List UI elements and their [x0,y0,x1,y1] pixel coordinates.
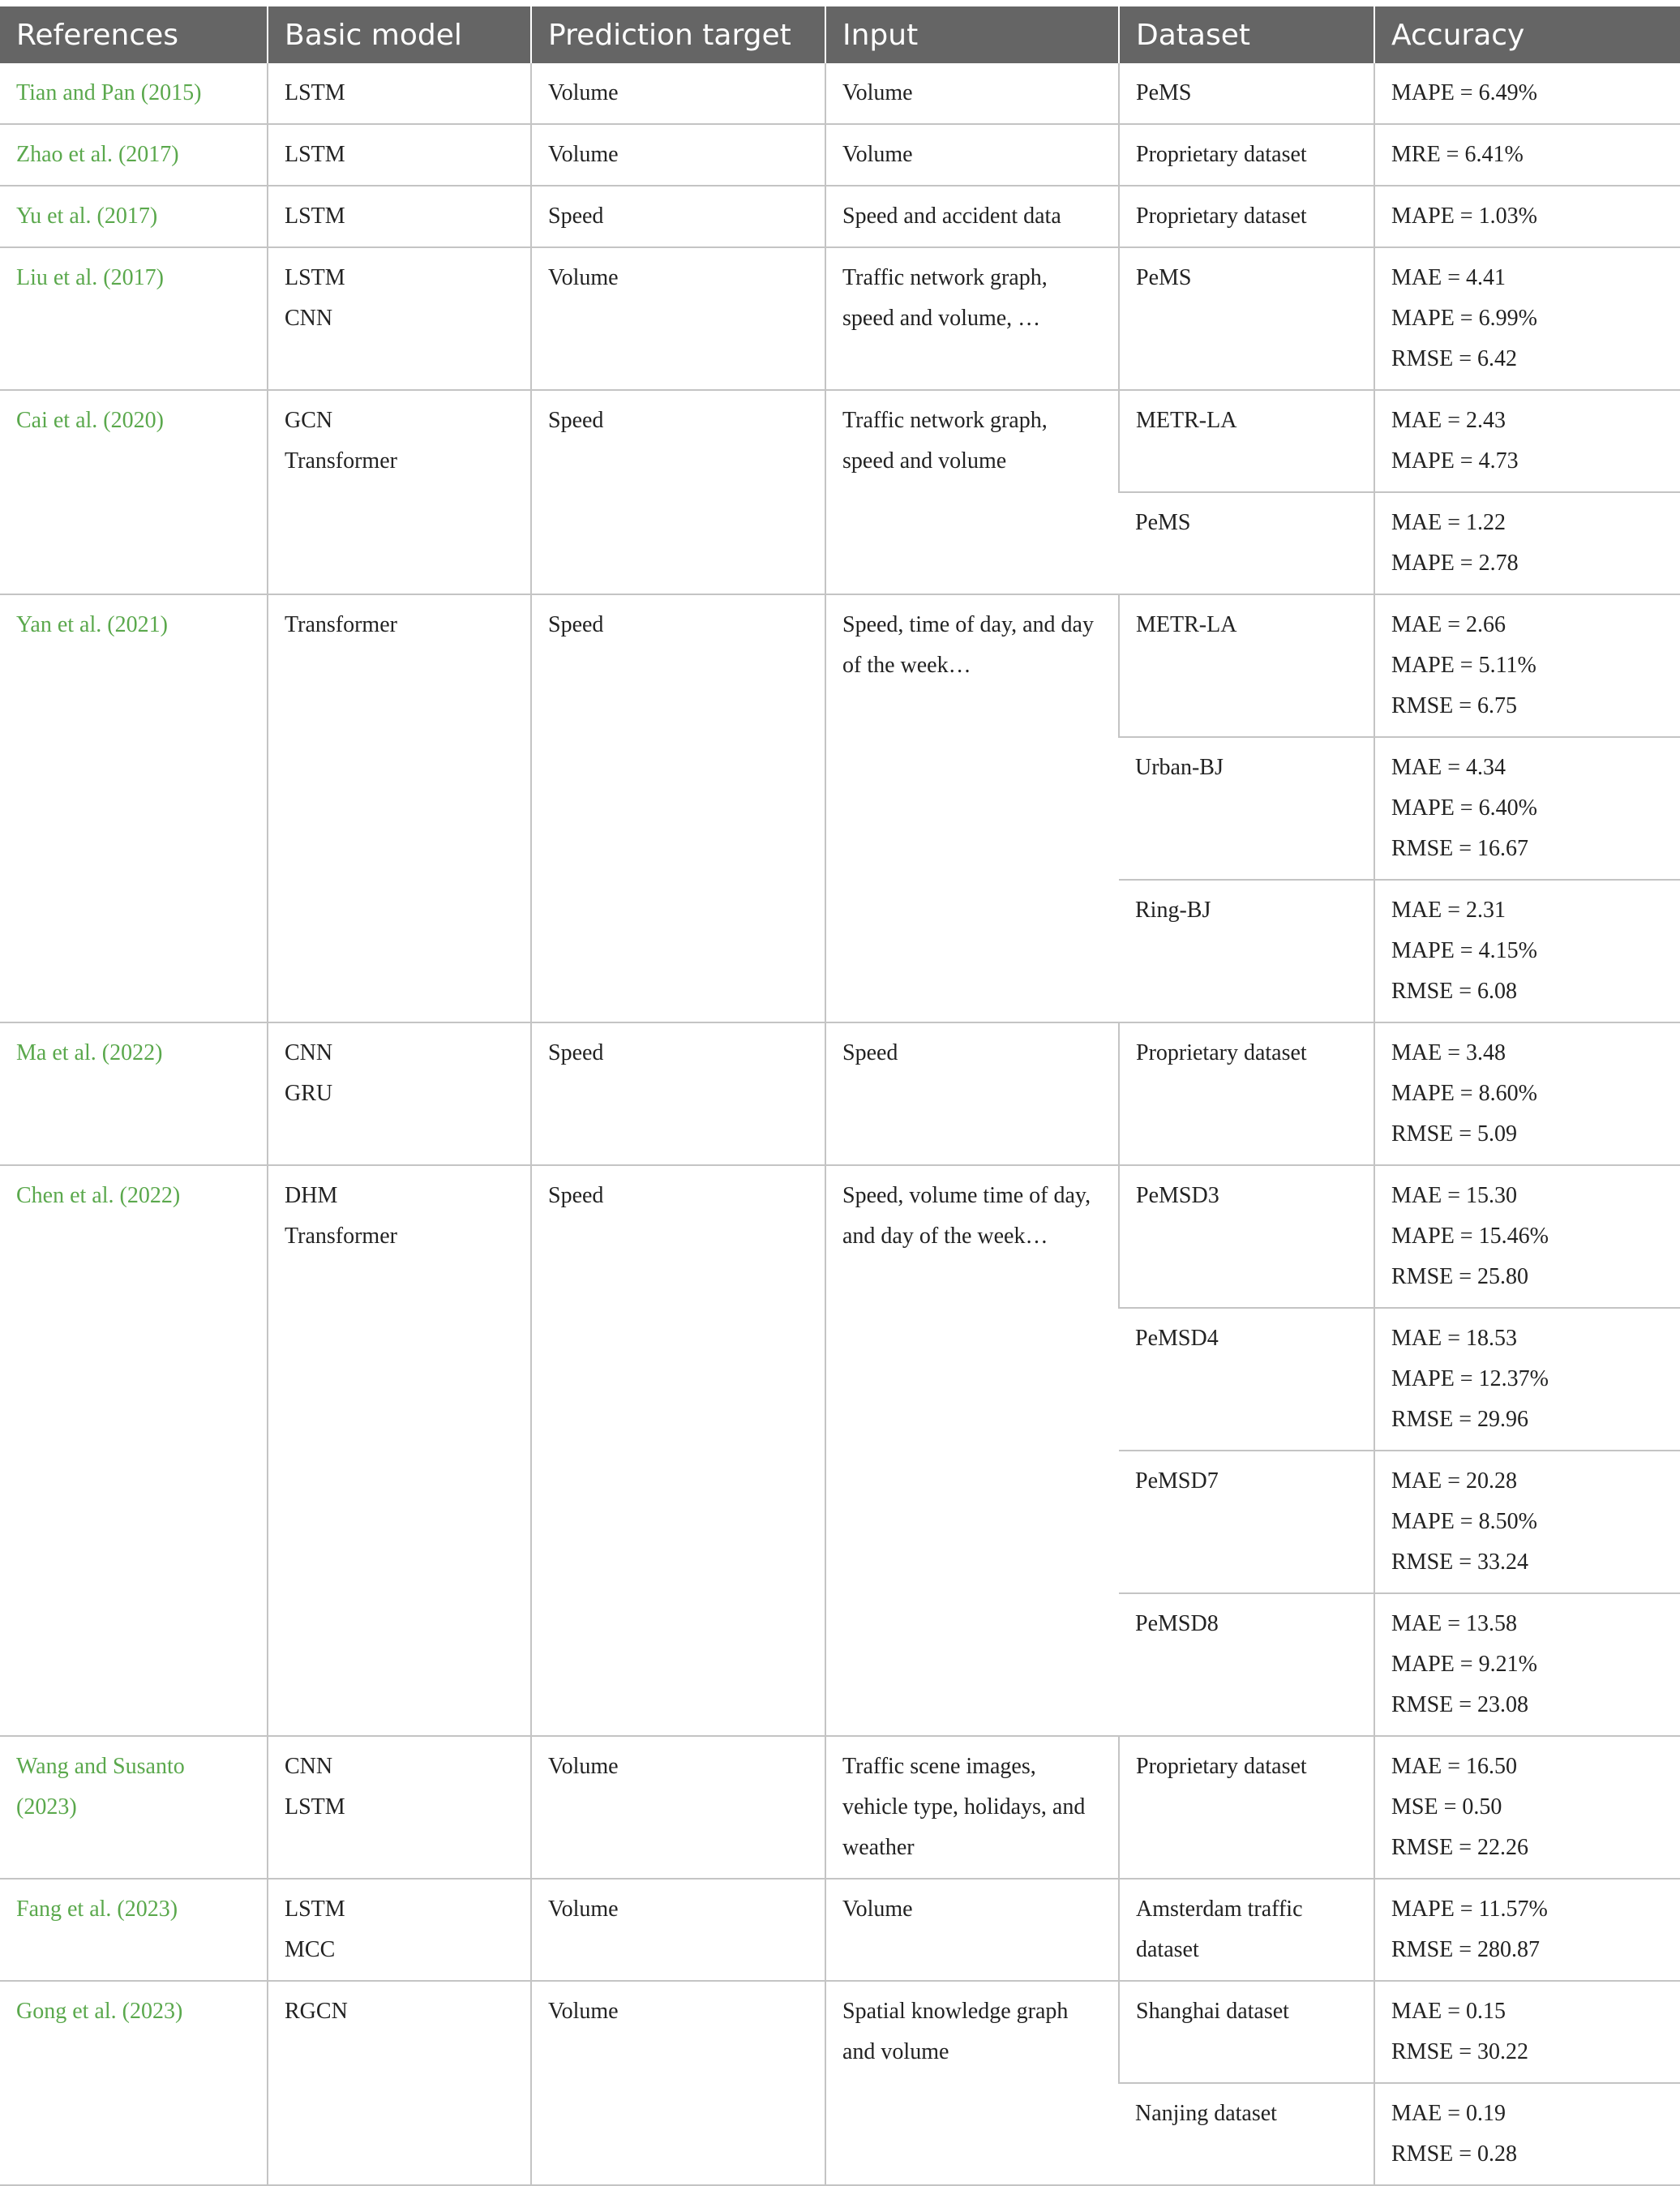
basic-model-cell-line: CNN [285,1040,333,1065]
dataset-cell-line: METR-LA [1136,612,1237,637]
prediction-target-cell-line: Speed [548,612,604,637]
reference-link-line: (2023) [16,1794,77,1820]
accuracy-cell [1374,2083,1680,2185]
accuracy-cell [1374,1879,1680,1981]
basic-model-cell-line: LSTM [285,142,345,167]
accuracy-cell-line: RMSE = 6.42 [1391,346,1518,371]
dataset-cell-line: PeMSD7 [1135,1468,1219,1494]
prediction-target-cell [531,124,825,186]
accuracy-cell-line: MAPE = 2.78 [1391,551,1519,576]
basic-model-cell-line: DHM [285,1183,338,1208]
basic-model-cell [268,390,531,594]
reference-link-line: Wang and Susanto [16,1754,185,1779]
basic-model-cell-line: LSTM [285,1897,345,1922]
dataset-cell-line: PeMS [1136,80,1192,105]
dataset-cell [1119,737,1374,880]
dataset-cell-line: PeMS [1136,265,1192,290]
input-cell-line: of the week… [842,653,971,678]
input-cell-line: Speed and accident data [842,204,1061,229]
accuracy-cell-line: MAPE = 6.49% [1391,80,1537,105]
basic-model-cell [268,1022,531,1165]
accuracy-cell-line: MAE = 16.50 [1391,1754,1518,1779]
accuracy-cell [1374,124,1680,186]
prediction-target-cell [531,63,825,124]
input-cell-line: weather [842,1835,915,1860]
table-body [0,63,1680,2185]
input-cell-line: Speed, time of day, and day [842,612,1094,637]
table-row [0,186,1680,247]
basic-model-cell-line: Transformer [285,1224,397,1249]
basic-model-cell-line: Transformer [285,448,397,474]
table-row [0,1981,1680,2083]
accuracy-cell [1374,247,1680,390]
basic-model-cell-line: CNN [285,1754,333,1779]
accuracy-cell [1374,1736,1680,1879]
accuracy-cell-line: MAPE = 1.03% [1391,204,1537,229]
accuracy-cell-line: MAPE = 6.99% [1391,306,1537,331]
prediction-target-cell-line: Volume [548,80,619,105]
accuracy-cell-line: MAPE = 12.37% [1391,1366,1549,1391]
input-cell [825,390,1119,594]
table-row [0,124,1680,186]
table-header [0,6,1680,63]
input-cell [825,247,1119,390]
dataset-cell [1119,2083,1374,2185]
dataset-cell [1119,492,1374,594]
prediction-target-cell-line: Volume [548,1897,619,1922]
accuracy-cell [1374,594,1680,737]
dataset-cell-line: Proprietary dataset [1136,1040,1307,1065]
dataset-cell-line: Amsterdam traffic [1136,1897,1303,1922]
header-prediction-target: Prediction target [531,6,825,63]
accuracy-cell [1374,63,1680,124]
basic-model-cell [268,1165,531,1736]
dataset-cell-line: Shanghai dataset [1136,1999,1289,2024]
basic-model-cell [268,594,531,1022]
input-cell-line: Spatial knowledge graph [842,1999,1069,2024]
input-cell [825,1165,1119,1736]
accuracy-cell-line: RMSE = 23.08 [1391,1692,1529,1717]
reference-link-line: Chen et al. (2022) [16,1183,181,1208]
dataset-cell-line: Proprietary dataset [1136,1754,1307,1779]
table-row [0,63,1680,124]
prediction-target-cell-line: Volume [548,265,619,290]
dataset-cell-line: PeMSD4 [1135,1326,1219,1351]
dataset-cell-line: PeMSD8 [1135,1611,1219,1636]
accuracy-cell-line: MAE = 2.43 [1391,408,1506,433]
dataset-cell [1119,1165,1374,1308]
reference-link[interactable] [0,390,268,594]
accuracy-cell [1374,1593,1680,1736]
dataset-cell [1119,1736,1374,1879]
basic-model-cell [268,1879,531,1981]
header-basic-model: Basic model [268,6,531,63]
dataset-cell-line: PeMSD3 [1136,1183,1219,1208]
header-dataset: Dataset [1119,6,1374,63]
comparison-table [0,6,1680,2186]
input-cell-line: Traffic network graph, [842,408,1048,433]
input-cell-line: and volume [842,2039,949,2064]
table-row [0,594,1680,737]
input-cell-line: Volume [842,80,913,105]
input-cell [825,594,1119,1022]
dataset-cell [1119,1022,1374,1165]
basic-model-cell-line: LSTM [285,204,345,229]
accuracy-cell-line: RMSE = 5.09 [1391,1121,1518,1147]
accuracy-cell [1374,880,1680,1022]
input-cell [825,124,1119,186]
dataset-cell-line: dataset [1136,1937,1199,1962]
accuracy-cell-line: RMSE = 280.87 [1391,1937,1541,1962]
accuracy-cell-line: MAPE = 8.50% [1391,1509,1537,1534]
reference-link-line: Yan et al. (2021) [16,612,168,637]
reference-link-line: Yu et al. (2017) [16,204,158,229]
input-cell-line: speed and volume [842,448,1007,474]
reference-link-line: Fang et al. (2023) [16,1897,178,1922]
dataset-cell [1119,1451,1374,1593]
reference-link[interactable] [0,594,268,1022]
input-cell [825,63,1119,124]
prediction-target-cell-line: Speed [548,1040,604,1065]
dataset-cell [1119,390,1374,492]
basic-model-cell-line: LSTM [285,1794,345,1820]
reference-link[interactable] [0,124,268,186]
basic-model-cell-line: MCC [285,1937,336,1962]
accuracy-cell-line: MAPE = 6.40% [1391,795,1537,821]
input-cell-line: and day of the week… [842,1224,1048,1249]
accuracy-cell-line: MAE = 1.22 [1391,510,1506,535]
prediction-target-cell-line: Volume [548,142,619,167]
prediction-target-cell [531,1981,825,2185]
accuracy-cell [1374,492,1680,594]
dataset-cell [1119,880,1374,1022]
dataset-cell [1119,1308,1374,1451]
accuracy-cell-line: MAPE = 4.73 [1391,448,1519,474]
input-cell-line: Traffic scene images, [842,1754,1036,1779]
prediction-target-cell-line: Speed [548,204,604,229]
reference-link-line: Cai et al. (2020) [16,408,164,433]
dataset-cell [1119,124,1374,186]
input-cell-line: Traffic network graph, [842,265,1048,290]
accuracy-cell-line: RMSE = 16.67 [1391,836,1529,861]
accuracy-cell [1374,1165,1680,1308]
accuracy-cell-line: MAPE = 8.60% [1391,1081,1537,1106]
dataset-cell [1119,63,1374,124]
accuracy-cell-line: MAE = 2.66 [1391,612,1506,637]
basic-model-cell-line: Transformer [285,612,397,637]
reference-link-line: Zhao et al. (2017) [16,142,179,167]
reference-link[interactable] [0,1736,268,1879]
table-row [0,1736,1680,1879]
reference-link[interactable] [0,1981,268,2185]
input-cell-line: Volume [842,142,913,167]
accuracy-cell-line: MRE = 6.41% [1391,142,1524,167]
dataset-cell-line: Nanjing dataset [1135,2101,1277,2126]
dataset-cell [1119,1593,1374,1736]
prediction-target-cell [531,390,825,594]
dataset-cell-line: Urban-BJ [1135,755,1224,780]
header-references: References [0,6,268,63]
header-accuracy: Accuracy [1374,6,1680,63]
reference-link[interactable] [0,63,268,124]
accuracy-cell-line: RMSE = 33.24 [1391,1549,1529,1575]
accuracy-cell-line: MAE = 18.53 [1391,1326,1518,1351]
prediction-target-cell [531,1736,825,1879]
dataset-cell-line: Proprietary dataset [1136,204,1307,229]
reference-link[interactable] [0,186,268,247]
dataset-cell [1119,1879,1374,1981]
header-row [0,6,1680,63]
accuracy-cell-line: MAE = 4.41 [1391,265,1506,290]
reference-link-line: Gong et al. (2023) [16,1999,183,2024]
prediction-target-cell-line: Speed [548,408,604,433]
basic-model-cell [268,63,531,124]
input-cell-line: Speed, volume time of day, [842,1183,1091,1208]
accuracy-cell [1374,1308,1680,1451]
dataset-cell [1119,186,1374,247]
accuracy-cell [1374,737,1680,880]
input-cell-line: vehicle type, holidays, and [842,1794,1086,1820]
dataset-cell-line: Proprietary dataset [1136,142,1307,167]
input-cell-line: Volume [842,1897,913,1922]
accuracy-cell-line: RMSE = 30.22 [1391,2039,1529,2064]
accuracy-cell-line: MAPE = 4.15% [1391,938,1537,963]
prediction-target-cell [531,594,825,1022]
basic-model-cell-line: CNN [285,306,333,331]
accuracy-cell-line: RMSE = 29.96 [1391,1407,1529,1432]
input-cell [825,1736,1119,1879]
basic-model-cell [268,124,531,186]
accuracy-cell [1374,186,1680,247]
accuracy-cell-line: MAE = 15.30 [1391,1183,1518,1208]
input-cell [825,186,1119,247]
prediction-target-cell-line: Speed [548,1183,604,1208]
accuracy-cell-line: MAE = 0.19 [1391,2101,1506,2126]
table-row [0,1165,1680,1308]
basic-model-cell [268,1736,531,1879]
header-input: Input [825,6,1119,63]
accuracy-cell-line: MAPE = 5.11% [1391,653,1536,678]
prediction-target-cell [531,247,825,390]
accuracy-cell-line: RMSE = 6.08 [1391,979,1518,1004]
basic-model-cell-line: RGCN [285,1999,348,2024]
accuracy-cell [1374,1022,1680,1165]
table-row [0,247,1680,390]
accuracy-cell-line: RMSE = 0.28 [1391,2141,1518,2167]
input-cell-line: Speed [842,1040,898,1065]
reference-link-line: Liu et al. (2017) [16,265,164,290]
prediction-target-cell-line: Volume [548,1754,619,1779]
accuracy-cell-line: MAPE = 9.21% [1391,1652,1537,1677]
basic-model-cell-line: GCN [285,408,333,433]
accuracy-cell-line: MAE = 2.31 [1391,898,1506,923]
input-cell [825,1879,1119,1981]
basic-model-cell-line: LSTM [285,265,345,290]
accuracy-cell-line: MAE = 13.58 [1391,1611,1518,1636]
reference-link[interactable] [0,1879,268,1981]
prediction-target-cell [531,1022,825,1165]
dataset-cell [1119,1981,1374,2083]
reference-link-line: Ma et al. (2022) [16,1040,163,1065]
accuracy-cell-line: RMSE = 6.75 [1391,693,1518,718]
accuracy-cell-line: MAE = 3.48 [1391,1040,1506,1065]
accuracy-cell-line: MAE = 4.34 [1391,755,1506,780]
prediction-target-cell [531,1165,825,1736]
dataset-cell-line: METR-LA [1136,408,1237,433]
accuracy-cell [1374,1981,1680,2083]
prediction-target-cell [531,1879,825,1981]
accuracy-cell [1374,390,1680,492]
dataset-cell-line: PeMS [1135,510,1191,535]
basic-model-cell [268,186,531,247]
table-row [0,1879,1680,1981]
basic-model-cell [268,1981,531,2185]
accuracy-cell [1374,1451,1680,1593]
basic-model-cell-line: GRU [285,1081,333,1106]
accuracy-cell-line: MAE = 0.15 [1391,1999,1506,2024]
prediction-target-cell-line: Volume [548,1999,619,2024]
input-cell [825,1022,1119,1165]
reference-link[interactable] [0,247,268,390]
table-row [0,390,1680,492]
input-cell [825,1981,1119,2185]
accuracy-cell-line: MSE = 0.50 [1391,1794,1502,1820]
dataset-cell [1119,247,1374,390]
accuracy-cell-line: MAE = 20.28 [1391,1468,1518,1494]
accuracy-cell-line: RMSE = 22.26 [1391,1835,1529,1860]
reference-link[interactable] [0,1022,268,1165]
reference-link-line: Tian and Pan (2015) [16,80,202,105]
basic-model-cell [268,247,531,390]
basic-model-cell-line: LSTM [285,80,345,105]
table-row [0,1022,1680,1165]
prediction-target-cell [531,186,825,247]
input-cell-line: speed and volume, … [842,306,1041,331]
accuracy-cell-line: MAPE = 11.57% [1391,1897,1548,1922]
dataset-cell-line: Ring-BJ [1135,898,1211,923]
reference-link[interactable] [0,1165,268,1736]
accuracy-cell-line: MAPE = 15.46% [1391,1224,1549,1249]
accuracy-cell-line: RMSE = 25.80 [1391,1264,1529,1289]
dataset-cell [1119,594,1374,737]
